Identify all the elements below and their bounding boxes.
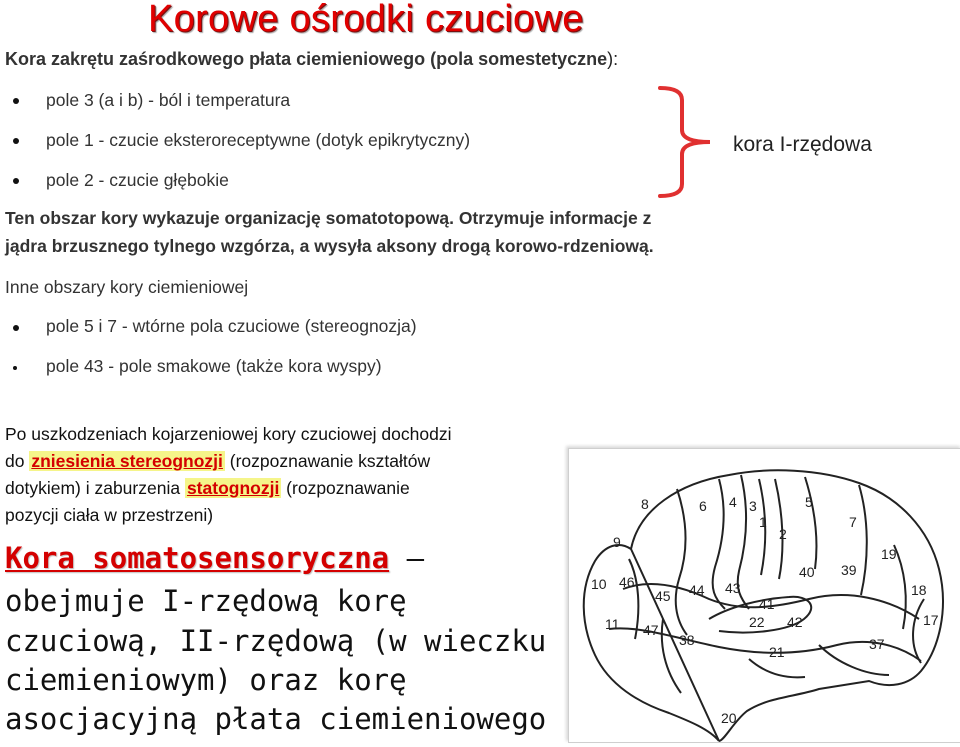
brace-label: kora I-rzędowa [733, 133, 872, 156]
brain-label-21: 21 [769, 644, 785, 660]
somatosensory-heading-line [5, 541, 424, 575]
bullet-icon [13, 138, 19, 144]
list-item-pole-5-7: pole 5 i 7 - wtórne pola czuciowe (stereognozja) [46, 316, 417, 336]
intro-tail: ): [607, 49, 619, 69]
brain-label-38: 38 [679, 632, 695, 648]
brain-label-47: 47 [643, 622, 659, 638]
list-item-pole-2: pole 2 - czucie głębokie [46, 170, 229, 190]
brain-label-20: 20 [721, 710, 737, 726]
bullet-icon [13, 325, 19, 331]
brain-label-8: 8 [641, 496, 649, 512]
brain-label-44: 44 [689, 582, 705, 598]
brain-map-drawing [569, 449, 960, 742]
brain-label-11: 11 [605, 616, 620, 632]
brain-label-1: 1 [759, 514, 767, 530]
list-item-pole-43: pole 43 - pole smakowe (także kora wyspy) [46, 356, 382, 376]
other-areas-heading: Inne obszary kory ciemieniowej [5, 277, 249, 297]
somatosensory-dash: – [389, 541, 425, 575]
bullet-icon [13, 98, 19, 104]
somatosensory-line-3: ciemieniowym) oraz korę [5, 663, 407, 697]
intro-bold: Kora zakrętu zaśrodkowego płata ciemieniowego (pola somestetyczne [5, 49, 608, 69]
brain-label-9: 9 [613, 534, 621, 550]
brain-label-18: 18 [911, 582, 927, 598]
somatotopy-line-1: Ten obszar kory wykazuje organizację somatotopową. Otrzymuje informacje z [5, 208, 652, 228]
brain-label-2: 2 [779, 526, 787, 542]
brain-label-5: 5 [805, 494, 813, 510]
stereognosis-highlight: zniesienia stereognozji [31, 451, 223, 471]
brain-label-22: 22 [749, 614, 765, 630]
intro-text [5, 49, 618, 70]
bullet-icon [13, 366, 17, 370]
brain-label-4: 4 [729, 494, 737, 510]
damage-line-2 [5, 451, 430, 472]
damage-line-4: pozycji ciała w przestrzeni) [5, 505, 214, 525]
somatosensory-heading: Kora somatosensoryczna [5, 541, 390, 575]
brain-label-39: 39 [841, 562, 857, 578]
brain-label-17: 17 [923, 612, 939, 628]
list-item-pole-1: pole 1 - czucie eksteroreceptywne (dotyk epikrytyczny) [46, 130, 471, 150]
brain-label-7: 7 [849, 514, 857, 530]
somatosensory-line-1: obejmuje I-rzędową korę [5, 584, 407, 618]
brain-label-41: 41 [759, 596, 775, 612]
statognosis-highlight: statognozji [186, 478, 280, 498]
somatosensory-line-4: asocjacyjną płata ciemieniowego [5, 702, 547, 736]
brain-label-3: 3 [749, 498, 757, 514]
damage-line-2-prefix: do [5, 451, 30, 471]
brain-label-40: 40 [799, 564, 815, 580]
brain-label-46: 46 [619, 574, 635, 590]
brace-icon [652, 84, 732, 202]
somatosensory-line-2: czuciową, II-rzędową (w wieczku [5, 624, 547, 658]
bullet-icon [13, 178, 19, 184]
list-item-pole-3: pole 3 (a i b) - ból i temperatura [46, 90, 291, 110]
brain-label-45: 45 [655, 588, 671, 604]
damage-line-3-prefix: dotykiem) i zaburzenia [5, 478, 185, 498]
damage-line-3-suffix: (rozpoznawanie [281, 478, 410, 498]
brain-label-37: 37 [869, 636, 885, 652]
brain-map-image [568, 448, 960, 743]
damage-line-3 [5, 478, 410, 499]
damage-line-1: Po uszkodzeniach kojarzeniowej kory czuciowej dochodzi [5, 424, 452, 444]
brain-label-6: 6 [699, 498, 707, 514]
somatotopy-line-2: jądra brzusznego tylnego wzgórza, a wysyła aksony drogą korowo-rdzeniową. [5, 236, 654, 256]
brain-label-43: 43 [725, 580, 741, 596]
brain-label-42: 42 [787, 614, 803, 630]
brain-label-19: 19 [881, 546, 897, 562]
damage-line-2-suffix: (rozpoznawanie kształtów [224, 451, 431, 471]
page-title: Korowe ośrodki czuciowe [148, 0, 584, 40]
brain-label-10: 10 [591, 576, 607, 592]
